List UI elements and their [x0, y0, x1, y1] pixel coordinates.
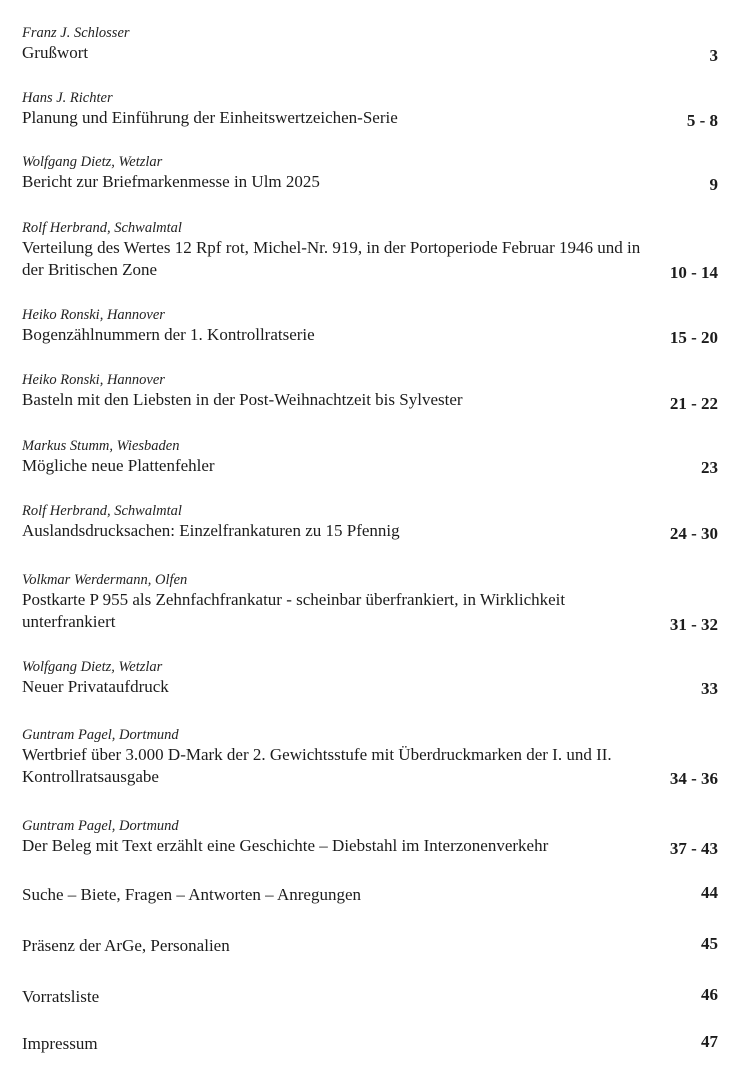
entry-author: Franz J. Schlosser	[22, 25, 130, 41]
entry-author: Guntram Pagel, Dortmund	[22, 818, 179, 834]
entry-author: Heiko Ronski, Hannover	[22, 372, 165, 388]
entry-pages: 23	[701, 458, 718, 477]
toc-entry	[22, 1033, 718, 1055]
toc-entry	[22, 726, 718, 788]
entry-title: Verteilung des Wertes 12 Rpf rot, Michel-Nr. 919, in der Portoperiode Februar 1946 und in der Britischen Zone	[22, 238, 641, 279]
entry-title: Basteln mit den Liebsten in der Post-Weihnachtzeit bis Sylvester	[22, 390, 463, 409]
entry-pages: 31 - 32	[669, 615, 718, 634]
entry-title: Bericht zur Briefmarkenmesse in Ulm 2025	[22, 172, 320, 191]
entry-pages: 44	[701, 883, 718, 902]
toc-entry	[22, 502, 718, 542]
entry-author: Wolfgang Dietz, Wetzlar	[22, 154, 163, 170]
toc-entry	[22, 24, 718, 64]
toc-entry	[22, 153, 718, 193]
entry-title: Mögliche neue Plattenfehler	[22, 456, 215, 475]
entry-title: Vorratsliste	[22, 987, 100, 1006]
entry-pages: 3	[709, 46, 718, 65]
entry-title: Auslandsdrucksachen: Einzelfrankaturen zu 15 Pfennig	[22, 521, 400, 540]
entry-title: Postkarte P 955 als Zehnfachfrankatur - scheinbar überfrankiert, in Wirklichkeit unterfrankiert	[22, 590, 566, 631]
entry-title: Grußwort	[22, 43, 89, 62]
entry-pages: 24 - 30	[669, 524, 718, 543]
entry-author: Wolfgang Dietz, Wetzlar	[22, 659, 163, 675]
entry-pages: 37 - 43	[669, 839, 718, 858]
entry-title: Wertbrief über 3.000 D-Mark der 2. Gewichtsstufe mit Überdruckmarken der I. und II. Kontrollratsausgabe	[22, 745, 612, 786]
toc-entry	[22, 658, 718, 698]
entry-title: Präsenz der ArGe, Personalien	[22, 936, 230, 955]
entry-title: Suche – Biete, Fragen – Antworten – Anregungen	[22, 885, 361, 904]
toc-entry	[22, 371, 718, 411]
toc-entry	[22, 437, 718, 477]
entry-pages: 33	[701, 679, 718, 698]
entry-title: Neuer Privataufdruck	[22, 677, 169, 696]
entry-title: Bogenzählnummern der 1. Kontrollratserie	[22, 325, 315, 344]
toc-entry	[22, 986, 718, 1008]
toc-entry	[22, 89, 718, 129]
toc-entry	[22, 817, 718, 857]
entry-pages: 5 - 8	[686, 111, 718, 130]
entry-pages: 46	[701, 985, 718, 1004]
entry-title: Impressum	[22, 1034, 98, 1053]
entry-author: Guntram Pagel, Dortmund	[22, 727, 179, 743]
entry-pages: 47	[701, 1032, 718, 1051]
entry-author: Markus Stumm, Wiesbaden	[22, 438, 180, 454]
entry-author: Rolf Herbrand, Schwalmtal	[22, 503, 182, 519]
toc-entry	[22, 306, 718, 346]
entry-author: Volkmar Werdermann, Olfen	[22, 572, 188, 588]
entry-author: Hans J. Richter	[22, 90, 113, 106]
toc-entry	[22, 884, 718, 906]
entry-pages: 15 - 20	[669, 328, 718, 347]
entry-title: Planung und Einführung der Einheitswertzeichen-Serie	[22, 108, 398, 127]
toc-entry	[22, 219, 718, 281]
entry-pages: 9	[709, 175, 718, 194]
entry-pages: 45	[701, 934, 718, 953]
entry-author: Heiko Ronski, Hannover	[22, 307, 165, 323]
entry-pages: 10 - 14	[669, 263, 718, 282]
entry-title: Der Beleg mit Text erzählt eine Geschichte – Diebstahl im Interzonenverkehr	[22, 836, 549, 855]
toc-entry	[22, 935, 718, 957]
toc-entry	[22, 571, 718, 633]
entry-pages: 21 - 22	[669, 394, 718, 413]
entry-author: Rolf Herbrand, Schwalmtal	[22, 220, 182, 236]
entry-pages: 34 - 36	[669, 769, 718, 788]
